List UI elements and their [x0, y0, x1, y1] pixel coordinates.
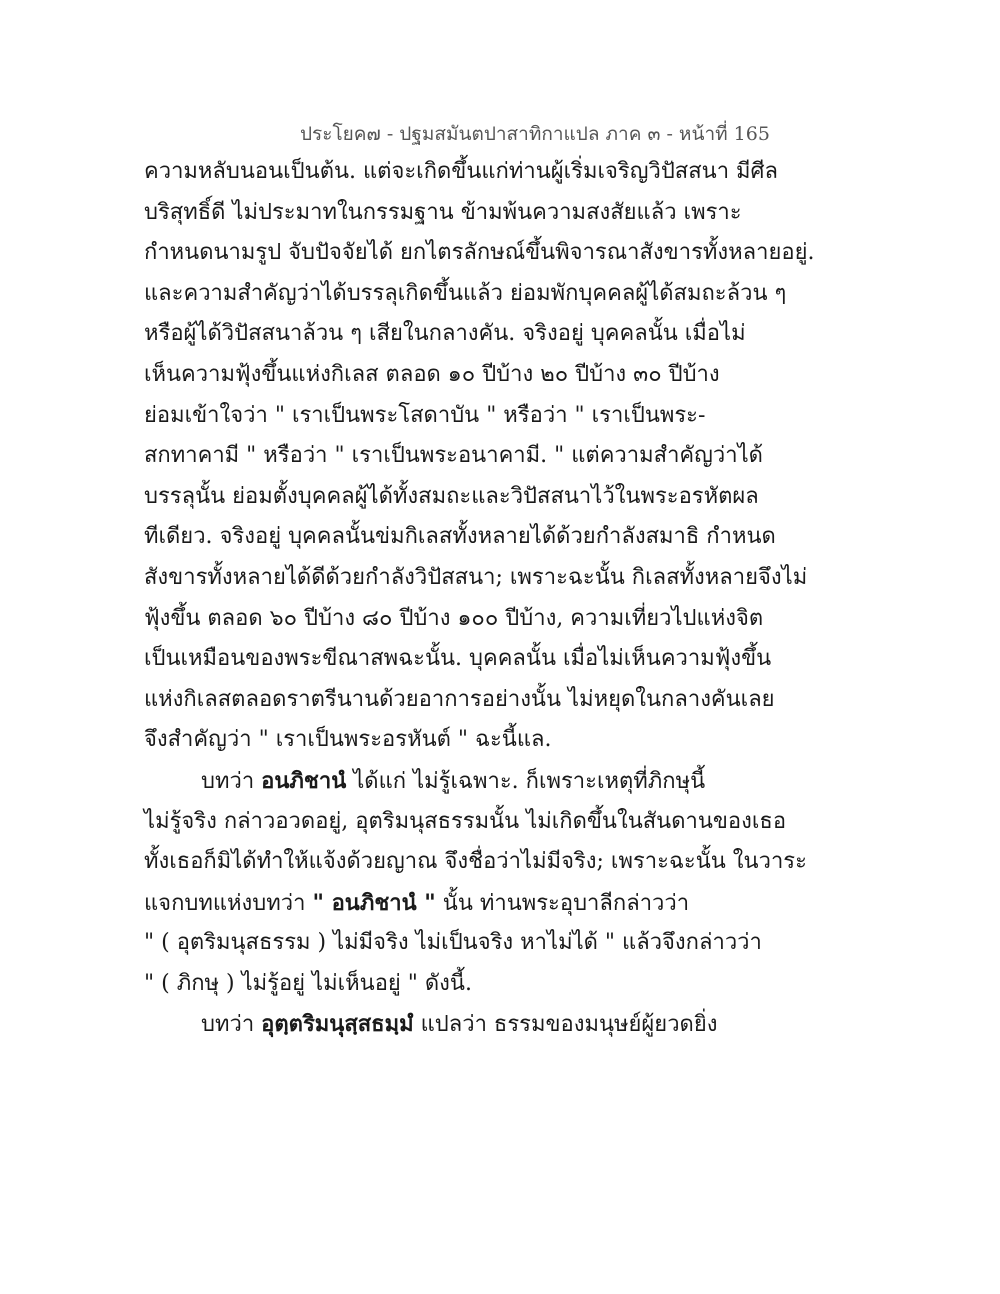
- bold-term: อุตฺตริมนุสฺสธมฺมํ: [261, 1011, 414, 1038]
- text-segment: ทีเดียว. จริงอยู่ บุคคลนั้นข่มกิเลสทั้งหลายได้ด้วยกำลังสมาธิ กำหนด: [144, 524, 776, 550]
- text-line: [144, 355, 734, 396]
- text-segment: สังขารทั้งหลายได้ดีด้วยกำลังวิปัสสนา; เพราะฉะนั้น กิเลสทั้งหลายจึงไม่: [144, 564, 808, 590]
- text-segment: สกทาคามี " หรือว่า " เราเป็นพระอนาคามี. " แต่ความสำคัญว่าได้: [144, 443, 763, 469]
- text-segment: เห็นความฟุ้งขึ้นแห่งกิเลส ตลอด ๑๐ ปีบ้าง ๒๐ ปีบ้าง ๓๐ ปีบ้าง: [144, 361, 720, 387]
- text-line: [144, 396, 734, 437]
- text-line: [144, 964, 734, 1005]
- text-line: [144, 233, 815, 274]
- bold-term: " อนภิชานํ ": [312, 889, 436, 916]
- text-line: [144, 842, 807, 883]
- text-segment: บรรลุนั้น ย่อมตั้งบุคคลผู้ได้ทั้งสมถะและวิปัสสนาไว้ในพระอรหัตผล: [144, 483, 759, 509]
- text-segment: กำหนดนามรูป จับปัจจัยได้ ยกไตรลักษณ์ขึ้นพิจารณาสังขารทั้งหลายอยู่.: [144, 240, 815, 266]
- text-segment: แปลว่า ธรรมของมนุษย์ผู้ยวดยิ่ง: [413, 1012, 718, 1038]
- text-segment: ได้แก่ ไม่รู้เฉพาะ. ก็เพราะเหตุที่ภิกษุนี้: [346, 768, 706, 794]
- text-segment: แจกบทแห่งบทว่า: [144, 890, 313, 916]
- text-segment: ทั้งเธอก็มิได้ทำให้แจ้งด้วยญาณ จึงชื่อว่าไม่มีจริง; เพราะฉะนั้น ในวาระ: [144, 849, 807, 875]
- text-line: [144, 761, 734, 802]
- body-text: [144, 152, 815, 1045]
- text-segment: ย่อมเข้าใจว่า " เราเป็นพระโสดาบัน " หรือว่า " เราเป็นพระ-: [144, 402, 706, 428]
- text-segment: ความหลับนอนเป็นต้น. แต่จะเกิดขึ้นแก่ท่านผู้เริ่มเจริญวิปัสสนา มีศีล: [144, 159, 778, 184]
- text-line: [144, 883, 734, 924]
- text-line: [144, 517, 776, 558]
- text-segment: " ( ภิกษุ ) ไม่รู้อยู่ ไม่เห็นอยู่ " ดังนี้.: [144, 970, 472, 996]
- text-line: [144, 639, 772, 680]
- text-line: [144, 558, 808, 599]
- text-line: [144, 274, 787, 315]
- text-line: [144, 599, 764, 640]
- running-header: ประโยค๗ - ปฐมสมันตปาสาทิกาแปล ภาค ๓ - หน้าที่ 165: [300, 123, 770, 145]
- text-line: [144, 802, 787, 843]
- text-segment: บทว่า: [201, 768, 262, 794]
- text-line: [144, 436, 763, 477]
- text-line: [144, 477, 759, 518]
- text-segment: แห่งกิเลสตลอดราตรีนานด้วยอาการอย่างนั้น ไม่หยุดในกลางคันเลย: [144, 686, 775, 712]
- text-line: [144, 680, 775, 721]
- text-line: [144, 314, 746, 355]
- text-segment: เป็นเหมือนของพระขีณาสพฉะนั้น. บุคคลนั้น เมื่อไม่เห็นความฟุ้งขึ้น: [144, 646, 772, 672]
- text-segment: นั้น ท่านพระอุบาลีกล่าวว่า: [435, 890, 690, 916]
- text-line: [144, 923, 762, 964]
- text-line: [144, 1004, 734, 1045]
- text-segment: " ( อุตริมนุสธรรม ) ไม่มีจริง ไม่เป็นจริง หาไม่ได้ " แล้วจึงกล่าวว่า: [144, 930, 762, 956]
- text-segment: และความสำคัญว่าได้บรรลุเกิดขึ้นแล้ว ย่อมพักบุคคลผู้ได้สมถะล้วน ๆ: [144, 280, 787, 306]
- text-line: [144, 193, 742, 234]
- text-segment: บทว่า: [201, 1012, 262, 1038]
- text-segment: ไม่รู้จริง กล่าวอวดอยู่, อุตริมนุสธรรมนั้น ไม่เกิดขึ้นในสันดานของเธอ: [144, 808, 787, 834]
- text-segment: จึงสำคัญว่า " เราเป็นพระอรหันต์ " ฉะนี้แล.: [144, 727, 552, 753]
- text-line: [144, 152, 778, 193]
- text-segment: ฟุ้งขึ้น ตลอด ๖๐ ปีบ้าง ๘๐ ปีบ้าง ๑๐๐ ปีบ้าง, ความเที่ยวไปแห่งจิต: [144, 605, 764, 631]
- bold-term: อนภิชานํ: [261, 767, 347, 794]
- text-segment: บริสุทธิ์ดี ไม่ประมาทในกรรมฐาน ข้ามพ้นความสงสัยแล้ว เพราะ: [144, 199, 742, 225]
- text-segment: หรือผู้ได้วิปัสสนาล้วน ๆ เสียในกลางคัน. จริงอยู่ บุคคลนั้น เมื่อไม่: [144, 321, 746, 347]
- text-line: [144, 720, 734, 761]
